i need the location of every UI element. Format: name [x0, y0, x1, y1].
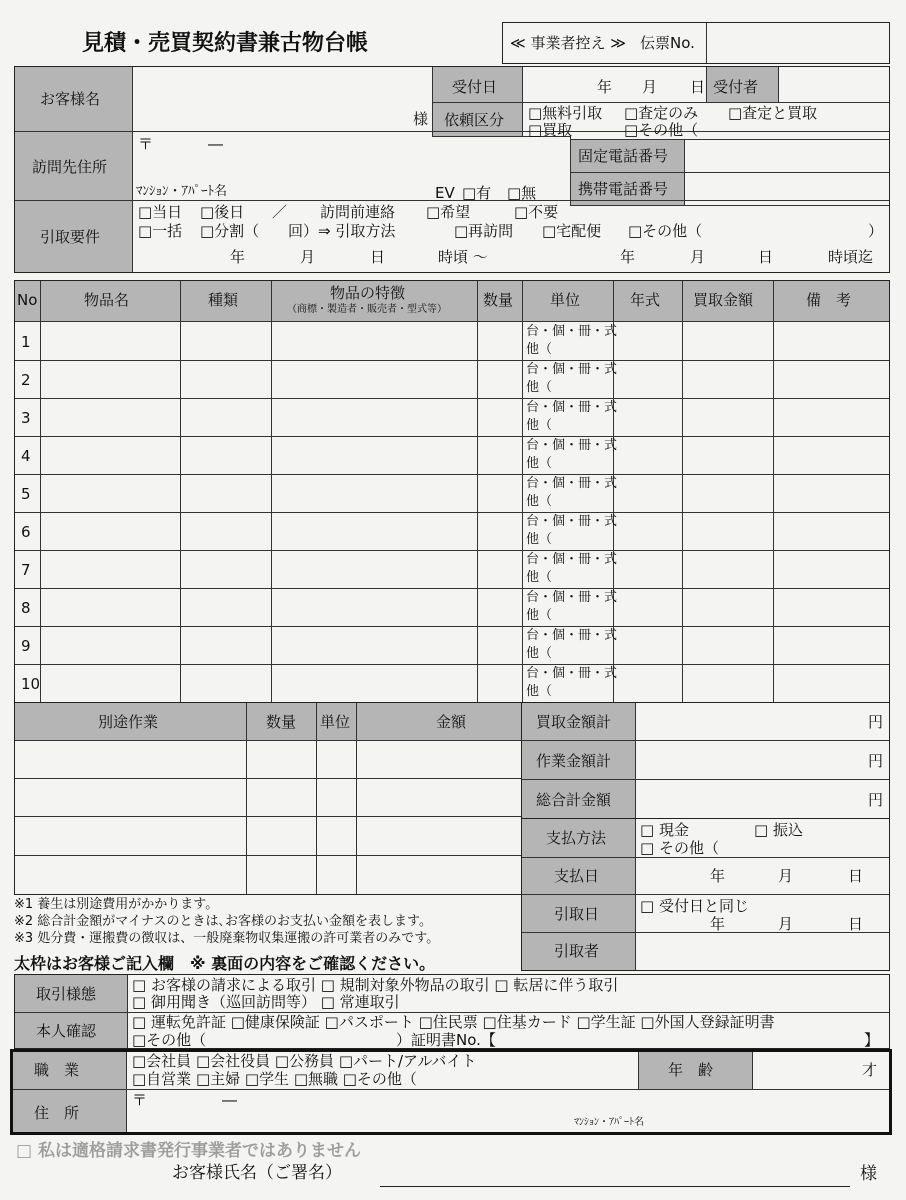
payment-cash[interactable]: □ 現金 [640, 821, 689, 839]
pickup-year: 年 [710, 915, 726, 933]
received-date-label: 受付日 [452, 78, 498, 96]
pay-year: 年 [710, 867, 726, 885]
pickup-split[interactable]: □分割（ [200, 222, 260, 240]
pickup-to-day: 日 [758, 248, 774, 266]
item-name-field[interactable] [42, 590, 178, 624]
customer-address-label: 住 所 [34, 1104, 80, 1122]
slip-no-label: 伝票No. [640, 34, 695, 52]
purchase-total-label: 買取金額計 [536, 713, 612, 731]
bottom-mansion-label: ﾏﾝｼｮﾝ・ｱﾊﾟｰﾄ名 [574, 1117, 644, 1128]
item-unit-other[interactable]: 他（ [526, 342, 553, 357]
col-remarks: 備 考 [806, 291, 852, 309]
item-row-number: 6 [21, 523, 31, 541]
pickup-requirements-label: 引取要件 [40, 228, 101, 246]
item-name-field[interactable] [42, 666, 178, 700]
note-2: ※2 総合計金額がマイナスのときは､お客様のお支払い金額を表します。 [14, 914, 432, 929]
item-price-field[interactable] [684, 400, 771, 434]
item-row-number: 7 [21, 561, 31, 579]
age-label: 年 齢 [668, 1061, 714, 1079]
id-certificate-no: ）証明書No.【 [396, 1031, 496, 1049]
pickup-day: 日 [848, 915, 864, 933]
item-unit-options[interactable]: 台・個・冊・式 [526, 324, 618, 339]
item-unit-options[interactable]: 台・個・冊・式 [526, 628, 618, 643]
payment-method-label: 支払方法 [546, 829, 607, 847]
contact-not-needed[interactable]: □不要 [514, 203, 559, 221]
item-name-field[interactable] [42, 438, 178, 472]
items-header-row [15, 281, 889, 321]
visit-address-label: 訪問先住所 [32, 158, 108, 176]
customer-name-label: お客様名 [40, 90, 101, 108]
ev-label: EV [435, 184, 455, 202]
item-unit-options[interactable]: 台・個・冊・式 [526, 476, 618, 491]
work-total-label: 作業金額計 [536, 752, 612, 770]
pickup-date-label: 引取日 [554, 905, 600, 923]
postal-mark: 〒 [138, 135, 154, 153]
item-unit-other[interactable]: 他（ [526, 494, 553, 509]
id-check-label: 本人確認 [36, 1022, 97, 1040]
transaction-options-2[interactable]: □ 御用聞き（巡回訪問等） □ 常連取引 [132, 993, 400, 1011]
occupation-options-2[interactable]: □自営業 □主婦 □学生 □無職 □その他（ [132, 1070, 417, 1088]
occupation-options-1[interactable]: □会社員 □会社役員 □公務員 □パート/アルバイト [132, 1052, 477, 1070]
item-unit-other[interactable]: 他（ [526, 380, 553, 395]
pickup-all-at-once[interactable]: □一括 [138, 222, 183, 240]
pickup-revisit[interactable]: □再訪問 [454, 222, 514, 240]
item-unit-options[interactable]: 台・個・冊・式 [526, 666, 618, 681]
grand-total-label: 総合計金額 [536, 791, 612, 809]
pickup-from-month: 月 [300, 248, 316, 266]
col-features-sub: （商標・製造者・販売者・型式等） [287, 304, 447, 315]
request-assess-buy[interactable]: □査定と買取 [728, 104, 818, 122]
item-unit-other[interactable]: 他（ [526, 532, 553, 547]
pay-date-label: 支払日 [554, 867, 600, 885]
work-total-yen: 円 [868, 752, 884, 770]
item-unit-other[interactable]: 他（ [526, 684, 553, 699]
item-price-field[interactable] [684, 324, 771, 358]
signature-label: お客様氏名（ご署名） [172, 1163, 342, 1183]
same-as-received-checkbox[interactable]: □ 受付日と同じ [640, 897, 749, 915]
mobile-label: 携帯電話番号 [578, 180, 669, 198]
request-type-label: 依頼区分 [444, 111, 505, 129]
request-other[interactable]: □その他（ [624, 121, 699, 139]
received-day: 日 [690, 78, 706, 96]
col-quantity: 数量 [483, 291, 514, 309]
item-row-number: 9 [21, 637, 31, 655]
ev-no-checkbox[interactable]: □無 [507, 184, 537, 202]
item-unit-options[interactable]: 台・個・冊・式 [526, 362, 618, 377]
customer-name-field[interactable] [134, 69, 414, 129]
fill-instruction: 太枠はお客様ご記入欄 ※ 裏面の内容をご確認ください。 [14, 954, 436, 973]
item-price-field[interactable] [684, 666, 771, 700]
item-row-number: 1 [21, 333, 31, 351]
extra-qty-col: 数量 [266, 713, 297, 731]
item-row-number: 5 [21, 485, 31, 503]
note-3: ※3 処分費・運搬費の徴収は、一般廃棄物収集運搬の許可業者のみです。 [14, 931, 440, 946]
item-name-field[interactable] [42, 628, 178, 662]
pickup-from-hour: 時頃 〜 [438, 248, 488, 266]
payment-other[interactable]: □ その他（ [640, 839, 719, 857]
item-row-number: 3 [21, 409, 31, 427]
pickup-same-day[interactable]: □当日 [138, 203, 183, 221]
purchase-total-yen: 円 [868, 713, 884, 731]
item-unit-options[interactable]: 台・個・冊・式 [526, 590, 618, 605]
id-other[interactable]: □その他（ [132, 1031, 207, 1049]
transaction-options-1[interactable]: □ お客様の請求による取引 □ 規制対象外物品の取引 □ 転居に伴う取引 [132, 976, 619, 994]
id-certificate-close: 】 [864, 1031, 880, 1049]
payment-transfer[interactable]: □ 振込 [754, 821, 803, 839]
pay-month: 月 [778, 867, 794, 885]
transaction-label: 取引様態 [36, 985, 97, 1003]
item-price-field[interactable] [684, 514, 771, 548]
item-unit-other[interactable]: 他（ [526, 646, 553, 661]
item-price-field[interactable] [684, 552, 771, 586]
received-month: 月 [642, 78, 658, 96]
item-unit-other[interactable]: 他（ [526, 418, 553, 433]
pickup-other-close: ） [868, 222, 884, 240]
pickup-later[interactable]: □後日 [200, 203, 245, 221]
mansion-label: ﾏﾝｼｮﾝ・ｱﾊﾟｰﾄ名 [136, 184, 228, 199]
bottom-postal-dash: ― [222, 1091, 237, 1109]
bottom-postal-mark: 〒 [132, 1091, 148, 1109]
item-price-field[interactable] [684, 590, 771, 624]
pre-visit-contact-label: 訪問前連絡 [320, 203, 396, 221]
picker-label: 引取者 [554, 942, 600, 960]
col-item-name: 物品名 [84, 291, 130, 309]
item-unit-options[interactable]: 台・個・冊・式 [526, 400, 618, 415]
customer-sama: 様 [413, 110, 429, 128]
ev-yes-checkbox[interactable]: □有 [462, 184, 492, 202]
extra-unit-col: 単位 [320, 713, 351, 731]
item-name-field[interactable] [42, 552, 178, 586]
receiver-label: 受付者 [713, 78, 759, 96]
item-unit-other[interactable]: 他（ [526, 608, 553, 623]
item-name-field[interactable] [42, 514, 178, 548]
pickup-other[interactable]: □その他（ [628, 222, 703, 240]
page-title: 見積・売買契約書兼古物台帳 [82, 31, 369, 56]
item-price-field[interactable] [684, 362, 771, 396]
col-model-year: 年式 [630, 291, 661, 309]
col-purchase-price: 買取金額 [693, 291, 754, 309]
signature-sama: 様 [860, 1164, 877, 1184]
pay-day: 日 [848, 867, 864, 885]
pickup-from-year: 年 [230, 248, 246, 266]
postal-dash: ― [208, 135, 223, 153]
note-1: ※1 養生は別途費用がかかります。 [14, 897, 219, 912]
pickup-delivery[interactable]: □宅配便 [542, 222, 602, 240]
col-kind: 種類 [208, 291, 239, 309]
item-name-field[interactable] [42, 362, 178, 396]
pickup-to-year: 年 [620, 248, 636, 266]
request-buy[interactable]: □買取 [528, 121, 573, 139]
item-unit-other[interactable]: 他（ [526, 456, 553, 471]
item-row-number: 2 [21, 371, 31, 389]
signature-field[interactable] [380, 1160, 850, 1187]
item-price-field[interactable] [684, 628, 771, 662]
received-year: 年 [597, 78, 613, 96]
item-unit-options[interactable]: 台・個・冊・式 [526, 438, 618, 453]
item-unit-other[interactable]: 他（ [526, 570, 553, 585]
request-free-pickup[interactable]: □無料引取 [528, 104, 603, 122]
landline-label: 固定電話番号 [578, 147, 669, 165]
col-no: No [17, 291, 38, 309]
extra-amount-col: 金額 [436, 713, 467, 731]
slip-no-field[interactable] [708, 24, 888, 62]
pickup-to-month: 月 [690, 248, 706, 266]
col-unit: 単位 [550, 291, 581, 309]
item-name-field[interactable] [42, 400, 178, 434]
grand-total-yen: 円 [868, 791, 884, 809]
extra-work-col: 別途作業 [98, 713, 159, 731]
item-price-field[interactable] [684, 438, 771, 472]
item-unit-options[interactable]: 台・個・冊・式 [526, 514, 618, 529]
item-row-number: 10 [21, 675, 41, 693]
item-row-number: 8 [21, 599, 31, 617]
id-options-1[interactable]: □ 運転免許証 □健康保険証 □パスポート □住民票 □住基カード □学生証 □外国人登録証明書 [132, 1013, 775, 1031]
item-price-field[interactable] [684, 476, 771, 510]
item-unit-options[interactable]: 台・個・冊・式 [526, 552, 618, 567]
item-name-field[interactable] [42, 476, 178, 510]
item-row-number: 4 [21, 447, 31, 465]
occupation-label: 職 業 [34, 1061, 80, 1079]
copy-label: ≪ 事業者控え ≫ [510, 34, 626, 52]
pickup-from-day: 日 [370, 248, 386, 266]
request-assess-only[interactable]: □査定のみ [624, 104, 699, 122]
pickup-month: 月 [778, 915, 794, 933]
item-name-field[interactable] [42, 324, 178, 358]
age-unit: 才 [862, 1061, 878, 1079]
invoice-issuer-checkbox[interactable]: □ 私は適格請求書発行事業者ではありません [16, 1141, 361, 1161]
contact-wanted[interactable]: □希望 [426, 203, 471, 221]
pickup-to-hour: 時頃迄 [828, 248, 874, 266]
pickup-method-label: 回）⇒ 引取方法 [288, 222, 396, 240]
col-features: 物品の特徴 [330, 284, 406, 302]
pickup-slash: ／ [272, 203, 288, 221]
